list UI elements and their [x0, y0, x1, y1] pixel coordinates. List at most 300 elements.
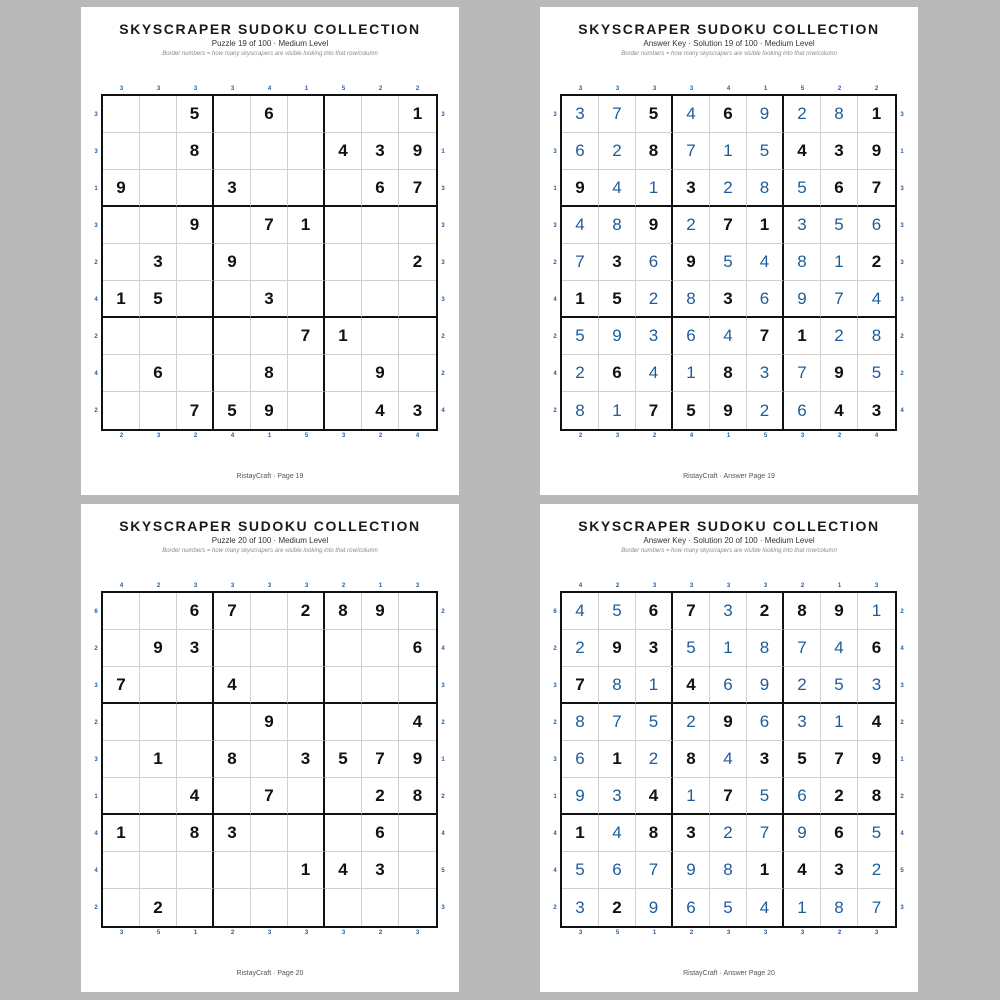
grid-cell: 5 — [636, 704, 673, 741]
clue-left: 4 — [94, 830, 98, 837]
grid-cell: 4 — [784, 133, 821, 170]
grid-cell: 1 — [636, 667, 673, 704]
grid-cell: 4 — [784, 852, 821, 889]
grid-cell: 3 — [562, 889, 599, 926]
grid-cell: 5 — [784, 170, 821, 207]
grid-cell: 4 — [599, 170, 636, 207]
clue-right: 4 — [900, 407, 904, 414]
grid-cell — [325, 355, 362, 392]
clue-left: 1 — [94, 185, 98, 192]
grid-cell: 3 — [636, 630, 673, 667]
grid-cell: 7 — [103, 667, 140, 704]
clue-left: 3 — [94, 148, 98, 155]
clue-left: 2 — [94, 259, 98, 266]
grid-cell — [140, 852, 177, 889]
grid-cell: 1 — [325, 318, 362, 355]
clue-right: 3 — [900, 185, 904, 192]
grid-cell: 4 — [858, 281, 895, 318]
grid-cell — [140, 815, 177, 852]
grid-cell — [251, 170, 288, 207]
grid-cell: 7 — [251, 778, 288, 815]
grid-cell: 7 — [710, 778, 747, 815]
clue-bottom: 5 — [156, 930, 161, 936]
page-footer: RistayCraft · Page 20 — [236, 970, 304, 977]
clue-top: 1 — [837, 583, 842, 589]
grid-cell — [399, 281, 436, 318]
grid-cell — [103, 207, 140, 244]
clue-right: 3 — [441, 259, 445, 266]
grid-cell: 8 — [710, 852, 747, 889]
grid-cell — [251, 630, 288, 667]
grid-cell — [251, 593, 288, 630]
grid-cell: 6 — [673, 889, 710, 926]
clue-left: 3 — [94, 222, 98, 229]
clue-right: 3 — [900, 222, 904, 229]
clue-right: 3 — [441, 904, 445, 911]
grid-cell: 2 — [562, 630, 599, 667]
grid-cell — [288, 96, 325, 133]
grid-cell: 2 — [399, 244, 436, 281]
grid-cell: 7 — [821, 281, 858, 318]
clue-bottom: 3 — [304, 930, 309, 936]
clue-bottom: 5 — [615, 930, 620, 936]
grid-cell — [214, 889, 251, 926]
clue-right: 4 — [900, 830, 904, 837]
clue-right: 5 — [900, 867, 904, 874]
grid-cell: 5 — [599, 281, 636, 318]
grid-cell — [288, 778, 325, 815]
grid-cell — [325, 207, 362, 244]
grid-cell — [177, 667, 214, 704]
grid-cell — [103, 704, 140, 741]
grid-cell — [399, 889, 436, 926]
grid-cell: 3 — [636, 318, 673, 355]
grid-cell: 9 — [362, 355, 399, 392]
grid-cell: 3 — [214, 170, 251, 207]
grid-cell: 2 — [599, 133, 636, 170]
grid-cell: 5 — [821, 667, 858, 704]
grid-cell: 3 — [710, 281, 747, 318]
clue-left: 2 — [553, 719, 557, 726]
clue-top: 4 — [578, 583, 583, 589]
grid-cell: 6 — [784, 392, 821, 429]
clue-left: 3 — [94, 111, 98, 118]
clue-right: 2 — [900, 793, 904, 800]
grid-cell — [103, 318, 140, 355]
grid-cell: 1 — [399, 96, 436, 133]
grid-cell: 9 — [599, 630, 636, 667]
grid-cell — [251, 667, 288, 704]
grid-cell — [288, 281, 325, 318]
grid-cell: 8 — [747, 170, 784, 207]
clue-left: 2 — [94, 645, 98, 652]
grid-cell: 9 — [399, 133, 436, 170]
clue-top: 2 — [378, 86, 383, 92]
grid-cell: 5 — [710, 889, 747, 926]
grid-cell — [325, 704, 362, 741]
clue-bottom: 3 — [119, 930, 124, 936]
grid-cell: 9 — [636, 889, 673, 926]
grid-cell: 3 — [821, 133, 858, 170]
grid-cell: 2 — [288, 593, 325, 630]
grid-cell: 9 — [784, 281, 821, 318]
clue-left: 4 — [553, 867, 557, 874]
grid-cell: 6 — [599, 355, 636, 392]
grid-cell: 4 — [821, 630, 858, 667]
grid-cell: 9 — [251, 704, 288, 741]
clue-top: 3 — [689, 583, 694, 589]
grid-cell — [325, 281, 362, 318]
clue-top: 4 — [267, 86, 272, 92]
grid-cell: 4 — [636, 355, 673, 392]
clue-bottom: 5 — [304, 433, 309, 439]
grid-cell: 1 — [103, 281, 140, 318]
grid-cell: 5 — [858, 355, 895, 392]
clue-right: 3 — [900, 111, 904, 118]
clue-top: 3 — [615, 86, 620, 92]
grid-cell: 7 — [251, 207, 288, 244]
grid-cell: 9 — [636, 207, 673, 244]
grid-cell: 9 — [214, 244, 251, 281]
grid-cell: 3 — [140, 244, 177, 281]
clue-left: 3 — [553, 682, 557, 689]
grid-cell: 6 — [747, 704, 784, 741]
clue-bottom: 5 — [763, 433, 768, 439]
grid-cell: 5 — [784, 741, 821, 778]
grid-cell: 7 — [288, 318, 325, 355]
grid-cell: 1 — [858, 96, 895, 133]
grid-cell: 7 — [871, 897, 882, 917]
grid-cell — [140, 667, 177, 704]
grid-cell — [325, 244, 362, 281]
grid-cell — [177, 741, 214, 778]
grid-cell: 6 — [140, 355, 177, 392]
grid-cell — [103, 593, 140, 630]
grid-cell: 4 — [599, 815, 636, 852]
clue-bottom: 4 — [689, 433, 694, 439]
page-subtitle: Answer Key · Solution 19 of 100 · Medium Level — [643, 39, 815, 48]
grid-cell: 8 — [177, 815, 214, 852]
grid-cell: 1 — [636, 170, 673, 207]
grid-cell — [399, 355, 436, 392]
clue-top: 3 — [267, 583, 272, 589]
sudoku-grid — [103, 593, 436, 926]
grid-cell: 1 — [103, 815, 140, 852]
grid-cell — [177, 704, 214, 741]
grid-cell: 9 — [747, 96, 784, 133]
grid-cell: 7 — [177, 392, 214, 429]
grid-cell: 8 — [821, 889, 858, 926]
grid-cell — [288, 815, 325, 852]
grid-cell: 4 — [562, 593, 599, 630]
grid-cell: 7 — [399, 170, 436, 207]
grid-cell: 6 — [821, 170, 858, 207]
grid-cell: 3 — [858, 667, 895, 704]
clue-right: 4 — [441, 645, 445, 652]
clue-left: 4 — [94, 370, 98, 377]
grid-cell: 6 — [784, 778, 821, 815]
grid-cell — [288, 392, 325, 429]
clue-top: 4 — [119, 583, 124, 589]
grid-cell — [214, 355, 251, 392]
grid-cell: 2 — [784, 667, 821, 704]
grid-cell: 4 — [177, 778, 214, 815]
grid-cell: 3 — [784, 207, 821, 244]
grid-cell — [103, 852, 140, 889]
grid-cell: 9 — [821, 593, 858, 630]
grid-cell: 7 — [673, 593, 710, 630]
clue-right: 2 — [441, 793, 445, 800]
grid-cell: 7 — [858, 170, 895, 207]
grid-cell: 8 — [784, 593, 821, 630]
grid-cell: 9 — [747, 667, 784, 704]
clue-top: 2 — [800, 583, 805, 589]
grid-cell: 7 — [673, 133, 710, 170]
grid-cell: 1 — [288, 207, 325, 244]
grid-cell: 9 — [399, 741, 436, 778]
clue-top: 1 — [378, 583, 383, 589]
grid-cell: 5 — [636, 96, 673, 133]
grid-cell — [214, 281, 251, 318]
clue-left: 2 — [94, 719, 98, 726]
clue-right: 2 — [441, 719, 445, 726]
clue-bottom: 3 — [415, 930, 420, 936]
grid-cell: 4 — [747, 244, 784, 281]
grid-cell: 1 — [858, 593, 895, 630]
grid-cell — [103, 741, 140, 778]
grid-cell: 6 — [636, 593, 673, 630]
grid-cell: 3 — [747, 741, 784, 778]
page-instruction: Border numbers = how many skyscrapers are visible looking into that row/column — [621, 51, 837, 57]
grid-cell: 8 — [562, 392, 599, 429]
clue-top: 3 — [652, 583, 657, 589]
grid-cell: 7 — [784, 630, 821, 667]
grid-cell — [362, 244, 399, 281]
grid-cell: 5 — [214, 392, 251, 429]
grid-cell: 6 — [599, 852, 636, 889]
grid-cell — [177, 355, 214, 392]
clue-top: 3 — [193, 583, 198, 589]
grid-cell — [214, 778, 251, 815]
clue-bottom: 2 — [689, 930, 694, 936]
clue-bottom: 2 — [837, 433, 842, 439]
grid-cell: 5 — [747, 778, 784, 815]
clue-right: 3 — [900, 682, 904, 689]
clue-left: 4 — [553, 830, 557, 837]
puzzle-page-19 — [81, 7, 459, 495]
grid-cell: 1 — [747, 207, 784, 244]
grid-cell: 9 — [562, 170, 599, 207]
grid-cell — [288, 667, 325, 704]
grid-cell: 8 — [673, 741, 710, 778]
grid-cell: 4 — [325, 133, 362, 170]
grid-cell: 8 — [177, 133, 214, 170]
grid-cell: 7 — [636, 852, 673, 889]
grid-cell: 6 — [710, 96, 747, 133]
grid-cell: 7 — [562, 244, 599, 281]
grid-cell: 6 — [673, 318, 710, 355]
grid-cell: 9 — [821, 355, 858, 392]
clue-top: 3 — [763, 583, 768, 589]
grid-cell — [140, 593, 177, 630]
grid-cell — [214, 96, 251, 133]
clue-left: 1 — [553, 793, 557, 800]
grid-cell — [288, 630, 325, 667]
clue-left: 3 — [553, 756, 557, 763]
grid-cell: 1 — [562, 281, 599, 318]
grid-cell: 1 — [288, 852, 325, 889]
grid-cell: 9 — [673, 852, 710, 889]
clue-left: 2 — [553, 407, 557, 414]
grid-cell: 6 — [562, 133, 599, 170]
grid-cell — [362, 704, 399, 741]
grid-cell — [177, 170, 214, 207]
grid-cell — [251, 244, 288, 281]
page-title: SKYSCRAPER SUDOKU COLLECTION — [119, 21, 421, 37]
grid-cell: 3 — [747, 355, 784, 392]
grid-cell: 7 — [747, 815, 784, 852]
sudoku-grid — [562, 593, 895, 926]
clue-left: 2 — [94, 407, 98, 414]
grid-cell: 9 — [140, 630, 177, 667]
grid-cell: 5 — [747, 133, 784, 170]
grid-cell: 3 — [599, 244, 636, 281]
clue-top: 2 — [156, 583, 161, 589]
grid-cell: 5 — [562, 852, 599, 889]
grid-cell — [288, 170, 325, 207]
clue-right: 3 — [900, 296, 904, 303]
clue-bottom: 2 — [378, 930, 383, 936]
clue-top: 3 — [874, 583, 879, 589]
clue-bottom: 2 — [119, 433, 124, 439]
grid-cell — [103, 133, 140, 170]
grid-cell: 8 — [251, 355, 288, 392]
grid-cell: 8 — [673, 281, 710, 318]
clue-bottom: 2 — [378, 433, 383, 439]
grid-cell: 8 — [858, 318, 895, 355]
clue-top: 3 — [689, 86, 694, 92]
grid-cell: 8 — [325, 593, 362, 630]
clue-right: 2 — [441, 333, 445, 340]
grid-cell — [251, 815, 288, 852]
grid-cell — [103, 392, 140, 429]
clue-right: 1 — [441, 148, 445, 155]
clue-top: 3 — [304, 583, 309, 589]
answer-page-20 — [540, 504, 918, 992]
grid-cell: 4 — [362, 392, 399, 429]
clue-left: 4 — [553, 296, 557, 303]
grid-cell: 1 — [562, 815, 599, 852]
clue-right: 2 — [900, 608, 904, 615]
clue-right: 1 — [441, 756, 445, 763]
grid-cell: 2 — [747, 593, 784, 630]
grid-cell: 1 — [673, 355, 710, 392]
grid-cell — [177, 244, 214, 281]
clue-bottom: 2 — [230, 930, 235, 936]
grid-cell: 5 — [177, 96, 214, 133]
grid-cell: 5 — [325, 741, 362, 778]
grid-cell: 7 — [821, 741, 858, 778]
page-footer: RistayCraft · Answer Page 19 — [683, 473, 775, 480]
grid-cell — [214, 852, 251, 889]
grid-cell: 9 — [562, 778, 599, 815]
clue-left: 3 — [94, 682, 98, 689]
grid-cell: 6 — [858, 630, 895, 667]
clue-top: 3 — [119, 86, 124, 92]
grid-cell: 3 — [673, 815, 710, 852]
clue-right: 5 — [441, 867, 445, 874]
grid-cell — [325, 96, 362, 133]
clue-left: 3 — [94, 756, 98, 763]
clue-top: 1 — [304, 86, 309, 92]
grid-cell: 3 — [288, 741, 325, 778]
clue-bottom: 2 — [837, 930, 842, 936]
clue-right: 1 — [900, 756, 904, 763]
grid-cell — [103, 778, 140, 815]
grid-cell — [103, 355, 140, 392]
grid-cell: 8 — [821, 96, 858, 133]
clue-top: 4 — [726, 86, 731, 92]
grid-cell: 3 — [412, 400, 423, 420]
clue-bottom: 1 — [652, 930, 657, 936]
grid-cell: 2 — [710, 170, 747, 207]
grid-cell: 7 — [599, 96, 636, 133]
grid-cell: 8 — [710, 355, 747, 392]
grid-cell: 2 — [784, 96, 821, 133]
clue-bottom: 2 — [652, 433, 657, 439]
clue-bottom: 3 — [763, 930, 768, 936]
page-footer: RistayCraft · Answer Page 20 — [683, 970, 775, 977]
clue-top: 2 — [615, 583, 620, 589]
clue-top: 3 — [193, 86, 198, 92]
grid-cell — [399, 593, 436, 630]
grid-cell: 6 — [362, 170, 399, 207]
grid-cell — [140, 96, 177, 133]
clue-top: 3 — [156, 86, 161, 92]
clue-bottom: 1 — [726, 433, 731, 439]
clue-bottom: 3 — [800, 930, 805, 936]
grid-cell: 8 — [562, 704, 599, 741]
sudoku-grid — [103, 96, 436, 429]
clue-bottom: 1 — [267, 433, 272, 439]
grid-cell: 1 — [784, 889, 821, 926]
clue-right: 4 — [441, 407, 445, 414]
grid-cell: 8 — [214, 741, 251, 778]
clue-right: 3 — [441, 111, 445, 118]
clue-left: 6 — [553, 608, 557, 615]
clue-bottom: 3 — [800, 433, 805, 439]
grid-cell: 9 — [710, 392, 747, 429]
grid-cell: 1 — [673, 778, 710, 815]
page-instruction: Border numbers = how many skyscrapers are visible looking into that row/column — [162, 548, 378, 554]
grid-cell — [103, 96, 140, 133]
grid-cell — [140, 207, 177, 244]
page-subtitle: Answer Key · Solution 20 of 100 · Medium Level — [643, 536, 815, 545]
clue-left: 1 — [94, 793, 98, 800]
grid-cell — [362, 630, 399, 667]
grid-cell: 3 — [784, 704, 821, 741]
grid-cell: 3 — [562, 96, 599, 133]
clue-top: 3 — [230, 86, 235, 92]
grid-cell — [399, 207, 436, 244]
grid-cell — [140, 392, 177, 429]
clue-top: 2 — [874, 86, 879, 92]
grid-cell: 7 — [747, 318, 784, 355]
grid-cell — [362, 96, 399, 133]
grid-cell: 9 — [177, 207, 214, 244]
grid-cell: 3 — [710, 593, 747, 630]
grid-cell: 2 — [858, 244, 895, 281]
